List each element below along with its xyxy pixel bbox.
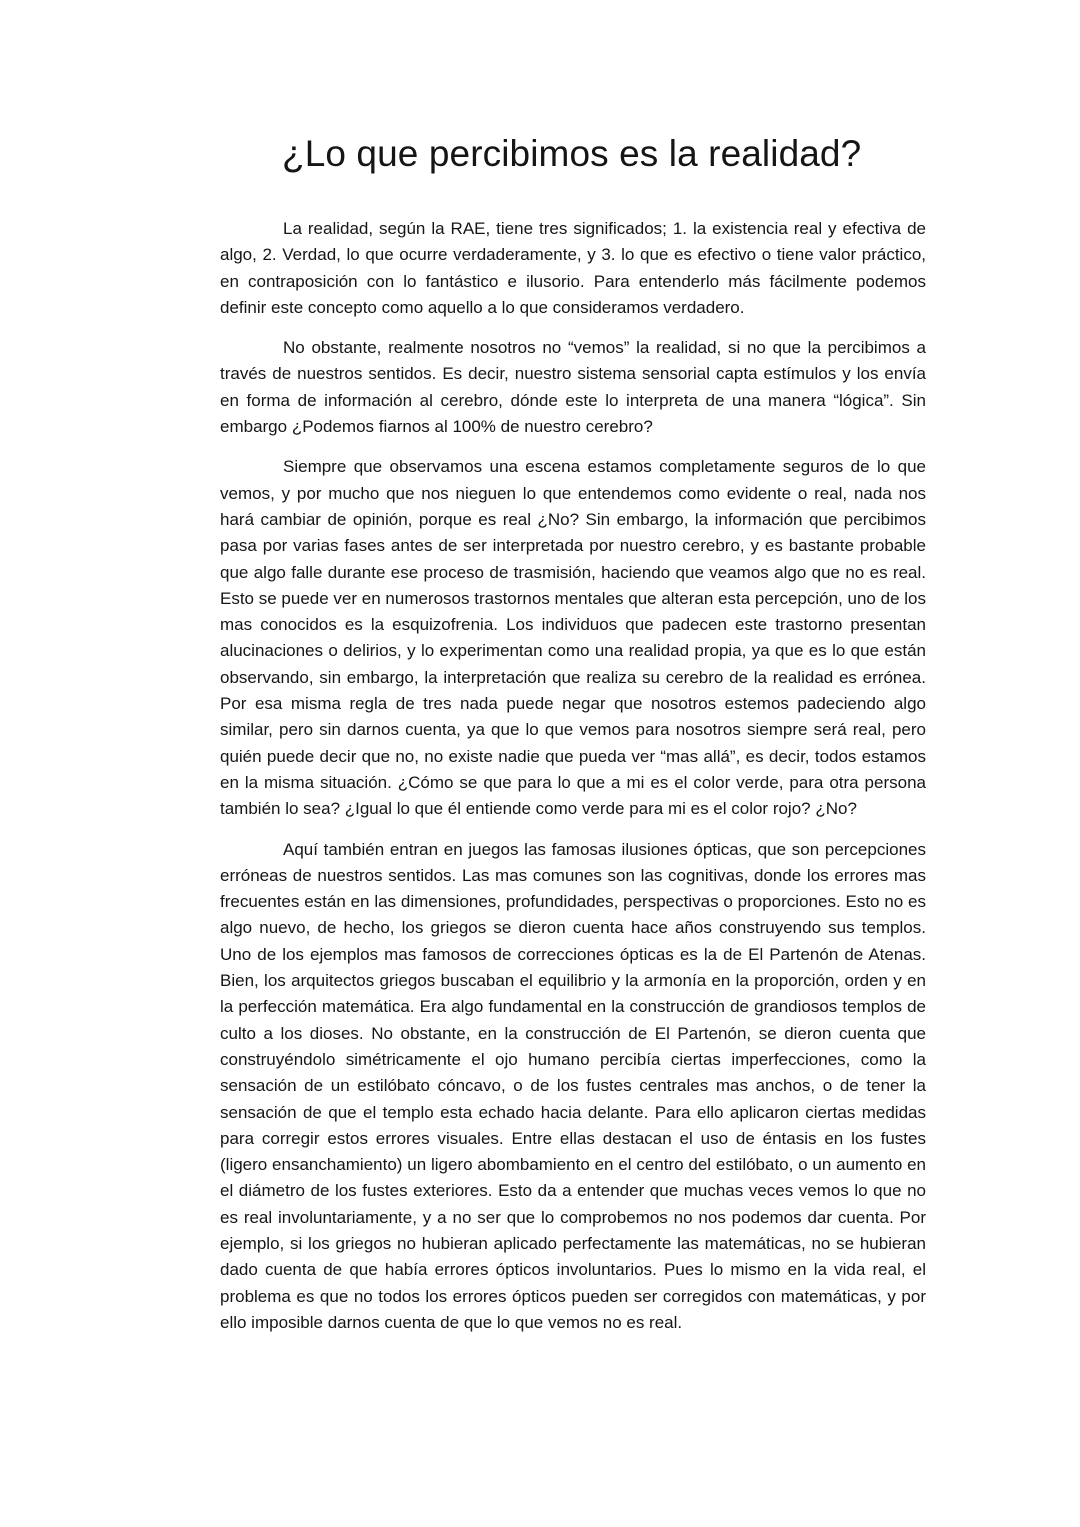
paragraph-percepcion-sentidos: No obstante, realmente nosotros no “vemos” la realidad, si no que la percibimos a través de nuestros sentidos. Es decir, nuestro sistema sensorial capta estímulos y los envía en forma de información al cerebro, dónde este lo interpreta de una manera “lógica”. Sin embargo ¿Podemos fiarnos al 100% de nuestro cerebro?	[220, 338, 926, 437]
paragraph-trastornos-percepcion: Siempre que observamos una escena estamos completamente seguros de lo que vemos, y por mucho que nos nieguen lo que entendemos como evidente o real, nada nos hará cambiar de opinión, porque es real ¿No? Sin embargo, la información que percibimos pasa por varias fases antes de ser interpretada por nuestro cerebro, y es bastante probable que algo falle durante ese proceso de trasmisión, haciendo que veamos algo que no es real. Esto se puede ver en numerosos trastornos mentales que alteran esta percepción, uno de los mas conocidos es la esquizofrenia. Los individuos que padecen este trastorno presentan alucinaciones o delirios, y lo experimentan como una realidad propia, ya que es lo que están observando, sin embargo, la interpretación que realiza su cerebro de la realidad es errónea. Por esa misma regla de tres nada puede negar que nosotros estemos padeciendo algo similar, pero sin darnos cuenta, ya que lo que vemos para nosotros siempre será real, pero quién puede decir que no, no existe nadie que pueda ver “mas allá”, es decir, todos estamos en la misma situación. ¿Cómo se que para lo que a mi es el color verde, para otra persona también lo sea? ¿Igual lo que él entiende como verde para mi es el color rojo? ¿No?	[220, 457, 926, 819]
document-body	[220, 216, 926, 1350]
paragraph-definicion-realidad: La realidad, según la RAE, tiene tres significados; 1. la existencia real y efectiva de algo, 2. Verdad, lo que ocurre verdaderamente, y 3. lo que es efectivo o tiene valor práctico, en contraposición con lo fantástico e ilusorio. Para entenderlo más fácilmente podemos definir este concepto como aquello a lo que consideramos verdadero.	[220, 219, 926, 317]
paragraph-ilusiones-opticas: Aquí también entran en juegos las famosas ilusiones ópticas, que son percepciones erróneas de nuestros sentidos. Las mas comunes son las cognitivas, donde los errores mas frecuentes están en las dimensiones, profundidades, perspectivas o proporciones. Esto no es algo nuevo, de hecho, los griegos se dieron cuenta hace años construyendo sus templos. Uno de los ejemplos mas famosos de correcciones ópticas es la de El Partenón de Atenas. Bien, los arquitectos griegos buscaban el equilibrio y la armonía en la proporción, orden y en la perfección matemática. Era algo fundamental en la construcción de grandiosos templos de culto a los dioses. No obstante, en la construcción de El Partenón, se dieron cuenta que construyéndolo simétricamente el ojo humano percibía ciertas imperfecciones, como la sensación de un estilóbato cóncavo, o de los fustes centrales mas anchos, o de tener la sensación de que el templo esta echado hacia delante. Para ello aplicaron ciertas medidas para corregir estos errores visuales. Entre ellas destacan el uso de éntasis en los fustes (ligero ensanchamiento) un ligero abombamiento en el centro del estilóbato, o un aumento en el diámetro de los fustes exteriores. Esto da a entender que muchas veces vemos lo que no es real involuntariamente, y a no ser que lo comprobemos no nos podemos dar cuenta. Por ejemplo, si los griegos no hubieran aplicado perfectamente las matemáticas, no se hubieran dado cuenta de que había errores ópticos involuntarios. Pues lo mismo en la vida real, el problema es que no todos los errores ópticos pueden ser corregidos con matemáticas, y por ello imposible darnos cuenta de que lo que vemos no es real.	[220, 839, 926, 1332]
document-title: ¿Lo que percibimos es la realidad?	[282, 133, 862, 174]
